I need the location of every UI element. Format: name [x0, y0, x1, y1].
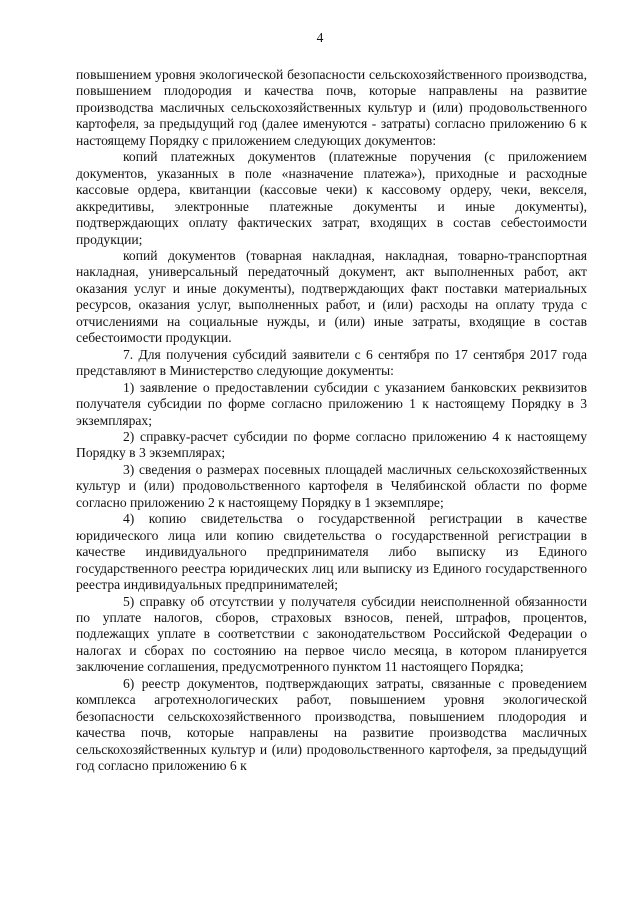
page-number: 4	[316, 30, 324, 45]
list-item-2: 2) справку-расчет субсидии по форме согласно приложению 4 к настоящему Порядку в 3 экземплярах;	[76, 428, 587, 461]
list-item-1: 1) заявление о предоставлении субсидии с указанием банковских реквизитов получателя субсидии по форме согласно приложению 1 к настоящему Порядку в 3 экземплярах;	[76, 379, 587, 428]
paragraph-delivery-documents: копий документов (товарная накладная, накладная, товарно-транспортная накладная, универсальный передаточный документ, акт выполненных работ, акт оказания услуг и иные документы), подтверждающих факт поставки материальных ресурсов, оказания услуг, выполненных работ, и (или) расходы на оплату труда с отчислениями на социальные нужды, и (или) иные затраты, входящие в состав себестоимости продукции.	[76, 247, 587, 346]
paragraph-payment-documents: копий платежных документов (платежные поручения (с приложением документов, указанных в поле «назначение платежа»), приходные и расходные кассовые ордера, квитанции (кассовые чеки) к кассовому ордеру, чеки, векселя, аккредитивы, электронные платежные документы и иные документы), подтверждающих оплату фактических затрат, входящих в состав себестоимости продукции;	[76, 149, 587, 247]
paragraph-continuation: повышением уровня экологической безопасности сельскохозяйственного производства, повышением плодородия и качества почв, которые направлены на развитие производства масличных сельскохозяйственных культур и (или) продовольственного картофеля, за предыдущий год (далее именуются - затраты) согласно приложению 6 к настоящему Порядку с приложением следующих документов:	[76, 67, 587, 148]
list-item-3: 3) сведения о размерах посевных площадей масличных сельскохозяйственных культур и (или) продовольственного картофеля в Челябинской области по форме согласно приложению 2 к настоящему Порядку в 1 экземпляре;	[76, 461, 587, 510]
paragraph-section-7: 7. Для получения субсидий заявители с 6 сентября по 17 сентября 2017 года представляют в Министерство следующие документы:	[76, 346, 587, 379]
list-item-4: 4) копию свидетельства о государственной регистрации в качестве юридического лица или копию свидетельства о государственной регистрации в качестве индивидуального предпринимателя либо выписку из Единого государственного реестра юридических лиц или выписку из Единого государственного реестра индивидуальных предпринимателей;	[76, 511, 587, 593]
list-item-5: 5) справку об отсутствии у получателя субсидии неисполненной обязанности по уплате налогов, сборов, страховых взносов, пеней, штрафов, процентов, подлежащих уплате в соответствии с законодательством Российской Федерации о налогах и сборах по состоянию на первое число месяца, в котором планируется заключение соглашения, предусмотренного пунктом 11 настоящего Порядка;	[76, 593, 587, 675]
list-item-6: 6) реестр документов, подтверждающих затраты, связанные с проведением комплекса агротехнологических работ, повышением уровня экологической безопасности сельскохозяйственного производства, повышением плодородия и качества почв, которые направлены на развитие производства масличных сельскохозяйственных культур и (или) продовольственного картофеля, за предыдущий год согласно приложению 6 к	[76, 675, 587, 774]
document-body	[76, 67, 587, 774]
